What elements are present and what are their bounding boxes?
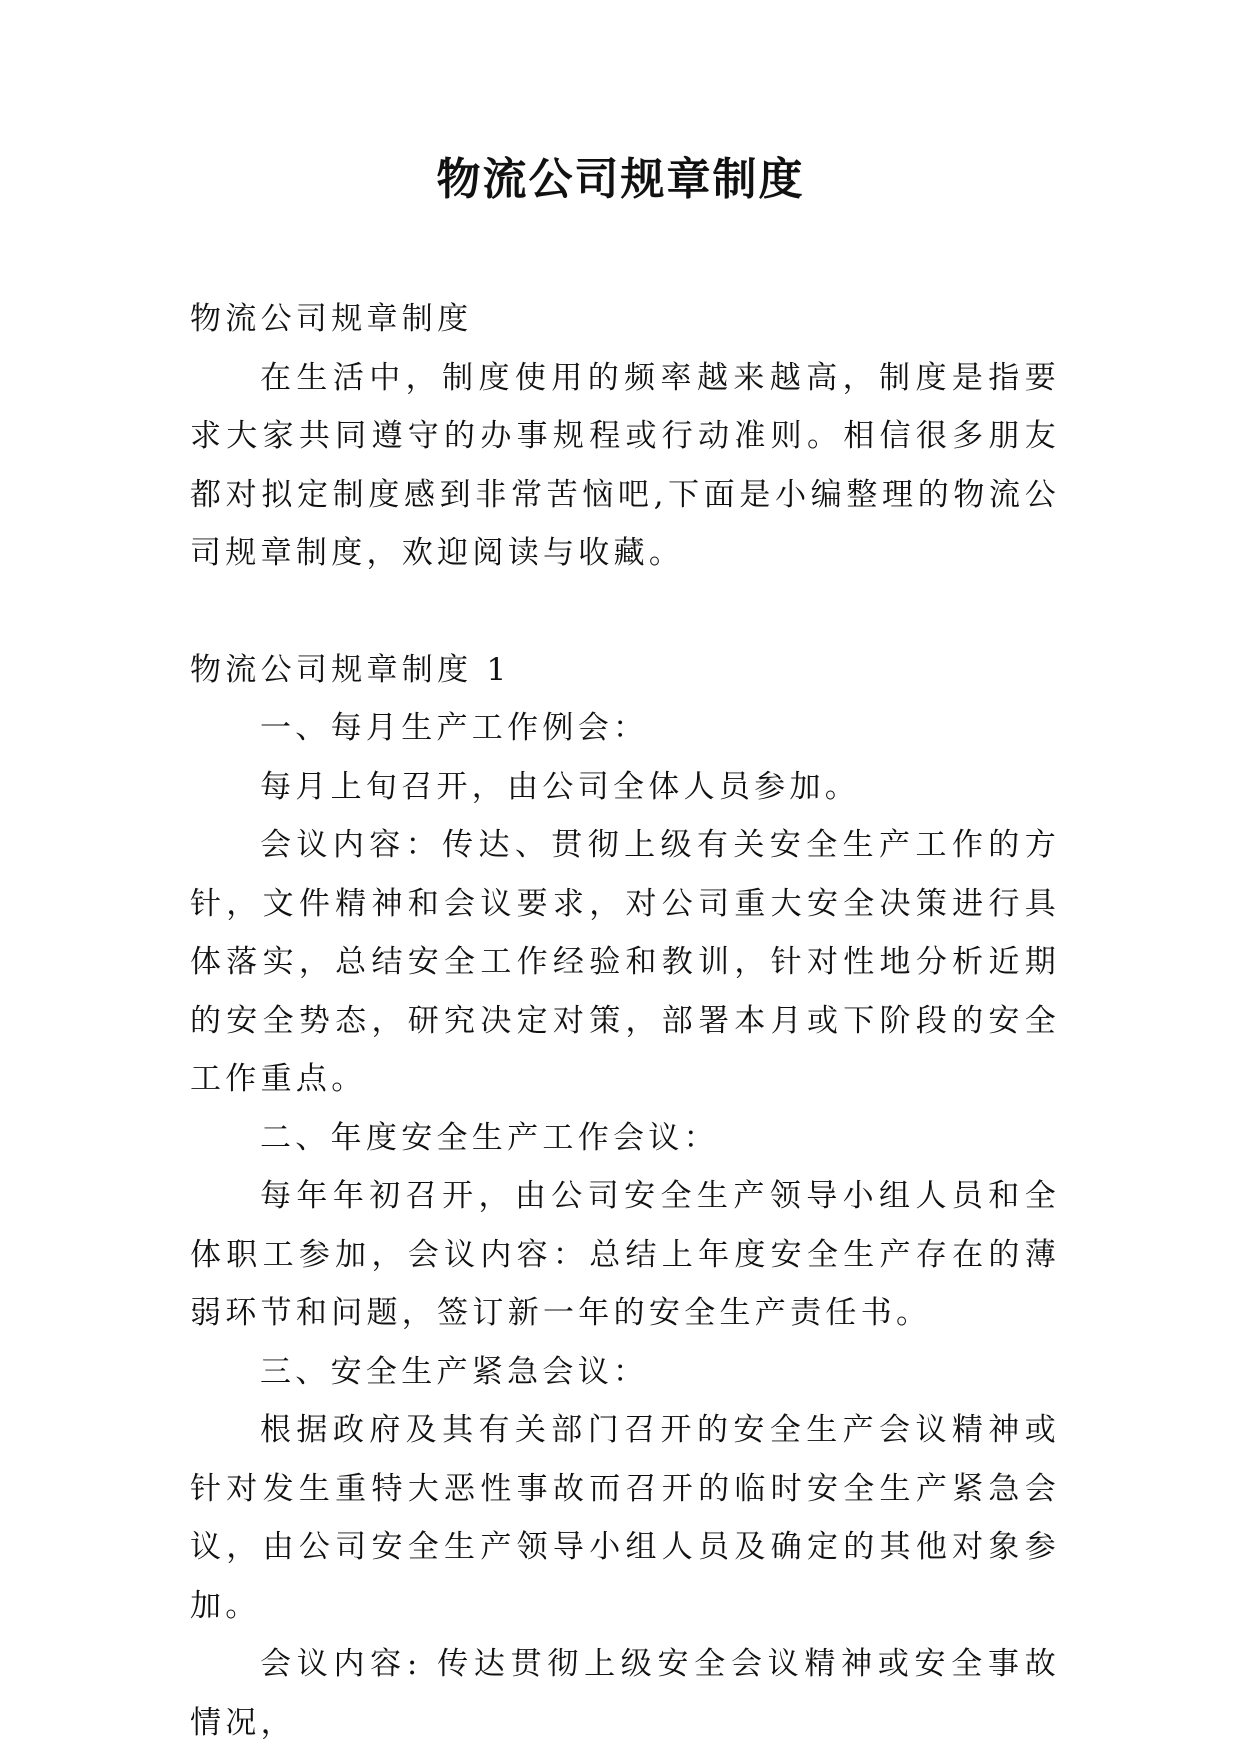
- paragraph-meeting-annual-heading: 二、年度安全生产工作会议：: [260, 1119, 719, 1156]
- paragraph-meeting-emergency-participants: 根据政府及其有关部门召开的安全生产会议精神或针对发生重特大恶性事故而召开的临时安全生产紧急会议，由公司安全生产领导小组人员及确定的其他对象参加。: [190, 1412, 1060, 1624]
- intro-paragraph: 在生活中，制度使用的频率越来越高，制度是指要求大家共同遵守的办事规程或行动准则。相信很多朋友都对拟定制度感到非常苦恼吧,下面是小编整理的物流公司规章制度，欢迎阅读与收藏。: [190, 359, 1060, 571]
- section-title: 物流公司规章制度 1: [190, 651, 511, 688]
- paragraph-meeting-emergency-content: 会议内容: 传达贯彻上级安全会议精神或安全事故情况，: [190, 1646, 1060, 1741]
- paragraph-meeting-emergency-heading: 三、安全生产紧急会议：: [260, 1353, 649, 1390]
- paragraph-meeting-monthly-heading: 一、每月生产工作例会：: [260, 710, 649, 746]
- document-title: 物流公司规章制度: [436, 154, 805, 205]
- document-subtitle: 物流公司规章制度: [190, 301, 473, 337]
- paragraph-meeting-annual-content: 每年年初召开，由公司安全生产领导小组人员和全体职工参加，会议内容：总结上年度安全生产存在的薄弱环节和问题，签订新一年的安全生产责任书。: [190, 1178, 1060, 1331]
- paragraph-meeting-monthly-content: 会议内容：传达、贯彻上级有关安全生产工作的方针，文件精神和会议要求，对公司重大安全决策进行具体落实，总结安全工作经验和教训，针对性地分析近期的安全势态，研究决定对策，部署本月或下阶段的安全工作重点。: [190, 827, 1060, 1097]
- paragraph-meeting-monthly-time: 每月上旬召开，由公司全体人员参加。: [260, 768, 861, 805]
- document-body: [190, 290, 1060, 1752]
